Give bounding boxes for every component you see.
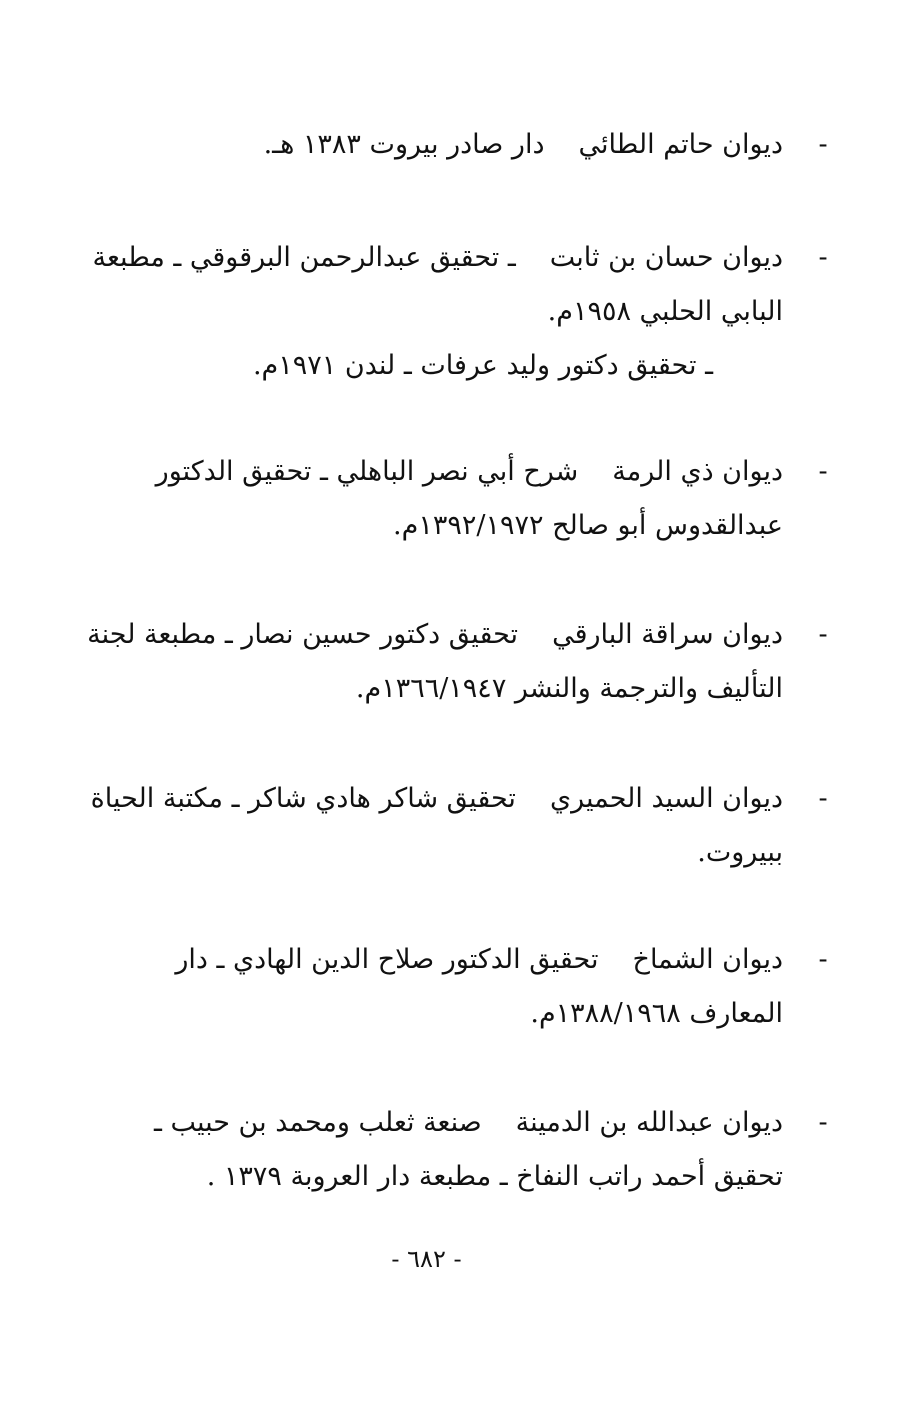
entry-first-line <box>123 118 783 172</box>
entry-details: دار صادر بيروت ١٣٨٣ هـ. <box>263 129 545 160</box>
entry-title: ديوان ذي الرمة <box>612 456 783 487</box>
entry-details: تحقيق الدكتور صلاح الدين الهادي ـ دار <box>175 944 599 975</box>
entry-dash: - <box>818 129 828 160</box>
entry-first-line <box>92 231 783 285</box>
entry-title: ديوان السيد الحميري <box>549 783 783 814</box>
entry-first-line <box>87 608 783 662</box>
bibliography-entry <box>92 231 828 393</box>
entry-title: ديوان الشماخ <box>632 944 783 975</box>
entry-details: تحقيق شاكر هادي شاكر ـ مكتبة الحياة <box>90 783 516 814</box>
bibliography-entry <box>87 608 828 716</box>
entry-continuation: التأليف والترجمة والنشر ١٣٦٦/١٩٤٧م. <box>355 673 783 704</box>
entry-continuation: تحقيق أحمد راتب النفاخ ـ مطبعة دار العروبة ١٣٧٩ . <box>206 1161 783 1192</box>
entry-sub-edition: ـ تحقيق دكتور وليد عرفات ـ لندن ١٩٧١م. <box>252 350 713 381</box>
bibliography-entry <box>90 772 828 880</box>
entry-first-line <box>90 772 783 826</box>
entry-first-line <box>123 445 783 499</box>
entry-title: ديوان عبدالله بن الدمينة <box>515 1107 783 1138</box>
entry-dash: - <box>818 242 828 273</box>
entry-dash: - <box>818 783 828 814</box>
bibliography-entry <box>123 445 828 553</box>
entry-details: ـ تحقيق عبدالرحمن البرقوقي ـ مطبعة <box>92 242 516 273</box>
entry-continuation: البابي الحلبي ١٩٥٨م. <box>547 296 783 327</box>
bibliography-entry <box>123 1096 828 1204</box>
entry-dash: - <box>818 944 828 975</box>
entry-title: ديوان حاتم الطائي <box>578 129 783 160</box>
entry-continuation: ببيروت. <box>697 837 783 868</box>
entry-continuation: عبدالقدوس أبو صالح ١٣٩٢/١٩٧٢م. <box>393 510 783 541</box>
entry-details: صنعة ثعلب ومحمد بن حبيب ـ <box>153 1107 482 1138</box>
entry-continuation: المعارف ١٣٨٨/١٩٦٨م. <box>530 998 783 1029</box>
entry-first-line <box>123 1096 783 1150</box>
entry-details: تحقيق دكتور حسين نصار ـ مطبعة لجنة <box>87 619 519 650</box>
bibliography-entry <box>123 933 828 1041</box>
entry-details: شرح أبي نصر الباهلي ـ تحقيق الدكتور <box>155 456 579 487</box>
entry-title: ديوان حسان بن ثابت <box>549 242 783 273</box>
bibliography-entry <box>123 118 828 172</box>
entry-dash: - <box>818 619 828 650</box>
entry-dash: - <box>818 1107 828 1138</box>
entry-title: ديوان سراقة البارقي <box>552 619 783 650</box>
entry-dash: - <box>818 456 828 487</box>
entry-first-line <box>123 933 783 987</box>
page-number: - ٦٨٢ - <box>391 1245 462 1273</box>
